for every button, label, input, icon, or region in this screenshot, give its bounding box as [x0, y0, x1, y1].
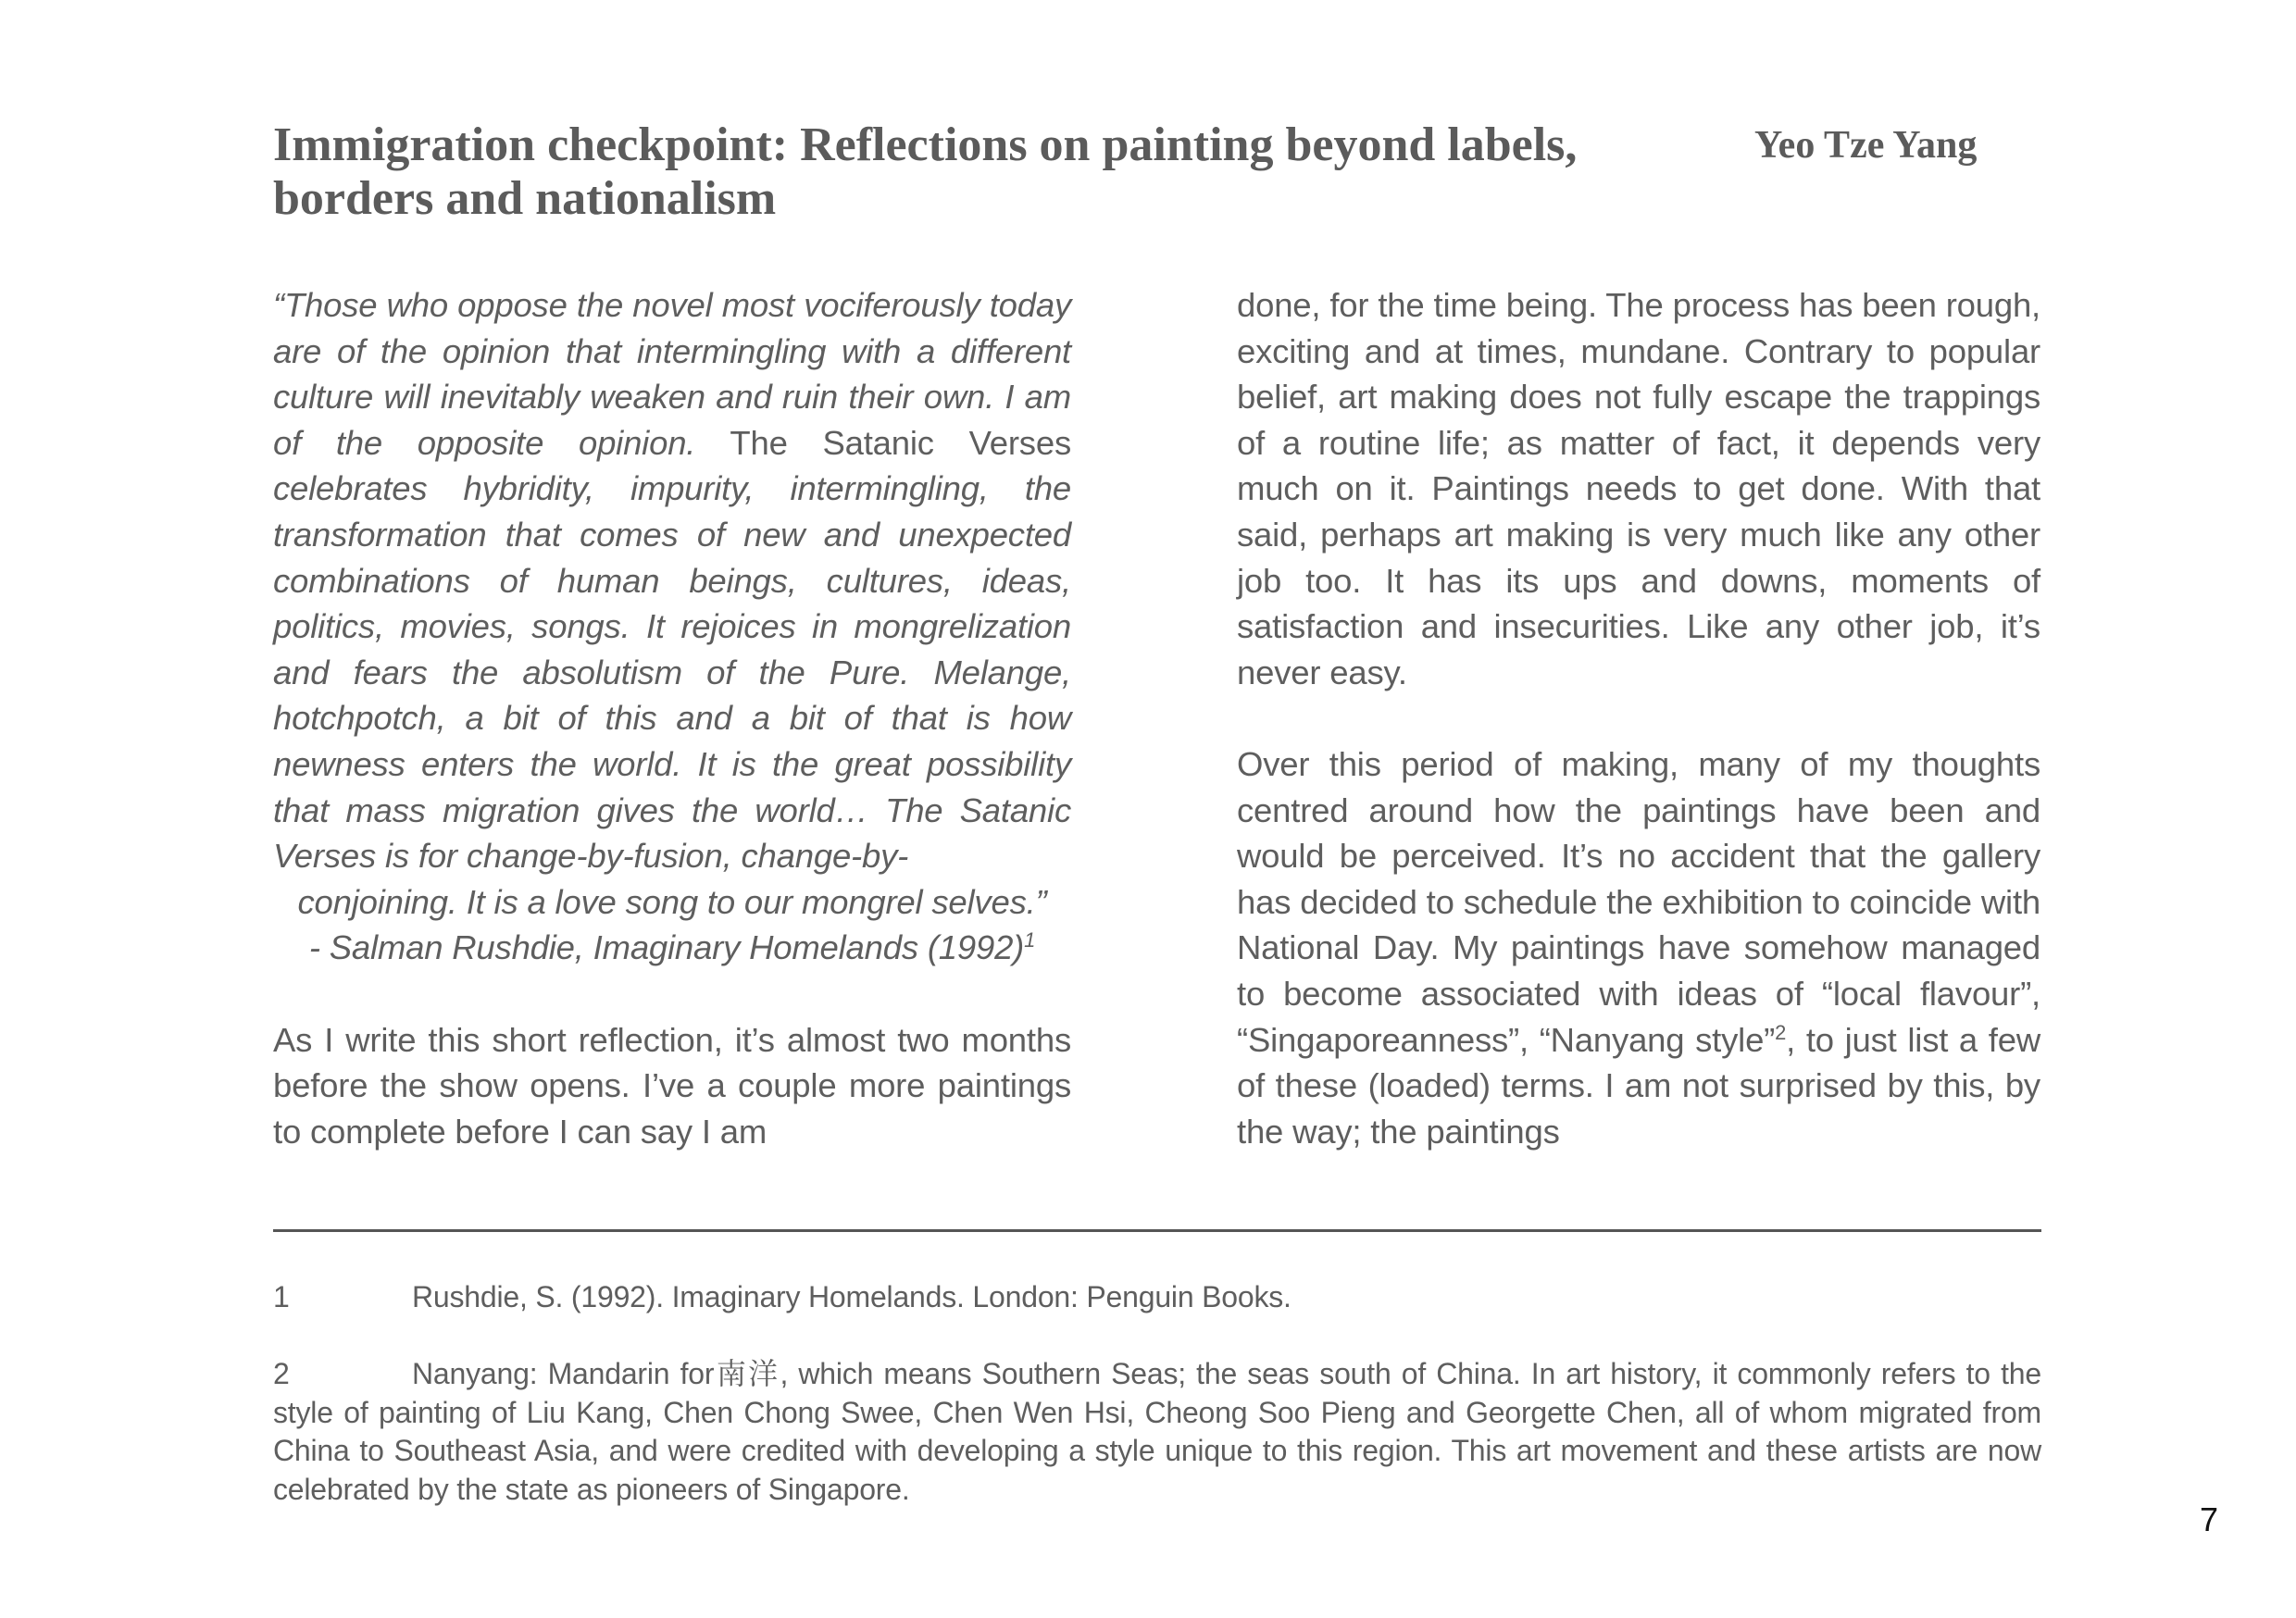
- right-column: [1237, 282, 2040, 1154]
- footnote-ref-1[interactable]: 1: [1024, 928, 1036, 952]
- footnote-text: Rushdie, S. (1992). Imaginary Homelands. London: Penguin Books.: [412, 1280, 1292, 1313]
- footnote-number: 2: [273, 1357, 290, 1390]
- author-name: Yeo Tze Yang: [1754, 124, 1978, 167]
- body-paragraph-1-start: As I write this short reflection, it’s almost two months before the show opens. I’ve a couple more paintings to complete before I can say I am: [273, 1020, 1071, 1151]
- paragraph-2-text-a: Over this period of making, many of my thoughts centred around how the paintings have been and would be perceived. It’s no accident that the gallery has decided to schedule the exhibition to coincide with National Day. My paintings have somehow managed to become associated with ideas of “local flavour”, “Singaporeanness”, “Nanyang style”: [1237, 744, 2040, 1059]
- footnote-text: Nanyang: Mandarin for南洋, which means Southern Seas; the seas south of China. In art history, it commonly refers to the style of painting of Liu Kang, Chen Chong Swee, Chen Wen Hsi, Cheong Soo Pieng and Georgette Chen, all of whom migrated from China to Southeast Asia, and were credited with developing a style unique to this region. This art movement and these artists are now celebrated by the state as pioneers of Singapore.: [273, 1357, 2041, 1506]
- footnote-2: [273, 1355, 2041, 1509]
- quote-text-part3: conjoining. It is a love song to our mongrel selves.”: [297, 882, 1047, 921]
- page-number: 7: [2200, 1500, 2219, 1538]
- quote-citation: [273, 925, 1071, 971]
- body-paragraph-1-end: done, for the time being. The process has been rough, exciting and at times, mundane. Contrary to popular belief, art making does not fully escape the trappings of a routine life; as matter of fact, it depends very much on it. Paintings needs to get done. With that said, perhaps art making is very much like any other job too. It has its ups and downs, moments of satisfaction and insecurities. Like any other job, it’s never easy.: [1237, 286, 2040, 691]
- quote-book-title: The Satanic Verses: [695, 423, 1071, 462]
- quote-text-part1: “Those who oppose the novel most vociferously today are of the opinion that intermingling with a different culture will inevitably weaken and ruin their own. I am of the opposite opinion.: [273, 286, 1071, 462]
- paragraph-2-text-b: , to just list a few of these (loaded) terms. I am not surprised by this, by the way; the paintings: [1237, 1020, 2040, 1151]
- citation-text: - Salman Rushdie, Imaginary Homelands (1992): [308, 928, 1025, 967]
- footnote-ref-2[interactable]: 2: [1775, 1020, 1787, 1044]
- footnote-1: [273, 1278, 2041, 1317]
- quote-text-part2: celebrates hybridity, impurity, intermingling, the transformation that comes of new and unexpected combinations of human beings, cultures, ideas, politics, movies, songs. It rejoices in mongrelization and fears the absolutism of the Pure. Melange, hotchpotch, a bit of this and a bit of that is how newness enters the world. It is the great possibility that mass migration gives the world… The Satanic Verses is for change-by-fusion, change-by-: [273, 469, 1071, 876]
- epigraph-quote: [273, 282, 1071, 971]
- footnote-number: 1: [273, 1280, 290, 1313]
- footnote-divider: [273, 1229, 2041, 1232]
- article-title: Immigration checkpoint: Reflections on painting beyond labels, borders and nationalism: [273, 118, 1578, 225]
- body-paragraph-2: [1237, 741, 2040, 1154]
- left-column: [273, 282, 1071, 1154]
